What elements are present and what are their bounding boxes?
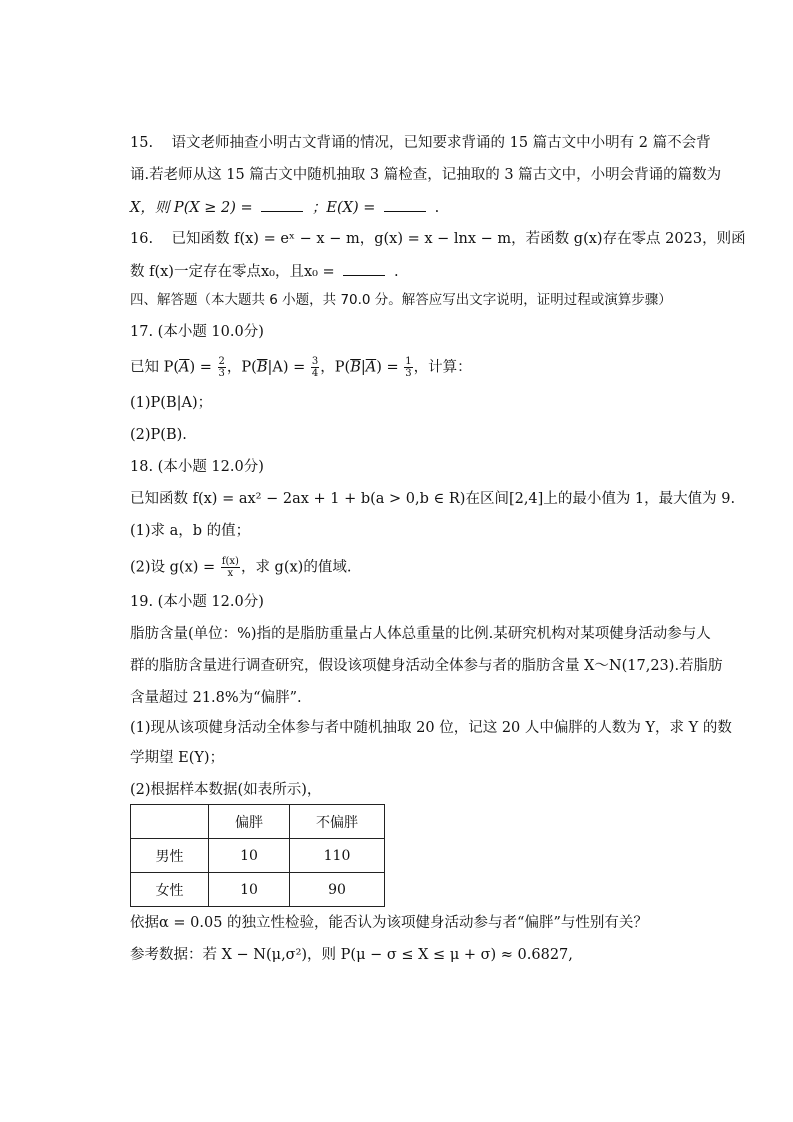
q17-p2: ，P(	[226, 359, 257, 376]
q17-f3-den: 3	[405, 368, 412, 379]
q19-para-1	[130, 624, 711, 644]
q15-blank-1[interactable]	[261, 197, 303, 212]
q17-sub2-text: (2)P(B).	[130, 427, 187, 443]
q17-b2-bar: $\overline{B}$	[350, 359, 361, 376]
q17-p2b: |A) =	[267, 359, 306, 376]
q19-p1-text: 脂肪含量(单位：%)指的是脂肪重量占人体总重量的比例.某研究机构对某项健身活动参与人	[130, 626, 711, 642]
q18-sub1	[130, 521, 250, 541]
q19-para-2	[130, 656, 723, 676]
q17-given-prefix: 已知 P(	[130, 359, 180, 376]
q17-p3: ，P(	[320, 359, 351, 376]
q19-para-3	[130, 688, 302, 708]
q18-given-text: 已知函数 f(x) = ax² − 2ax + 1 + b(a > 0,b ∈ R)在区间[2,4]上的最小值为 1，最大值为 9.	[130, 491, 736, 507]
q16-number: 16.	[130, 231, 154, 247]
q16-text-2a: 数 f(x)一定存在零点x₀，且x₀ =	[130, 264, 335, 280]
q19-p3-text: 含量超过 21.8%为“偏胖”.	[130, 690, 302, 706]
q17-p3b: ) =	[376, 359, 399, 376]
q17-f2-num: 3	[311, 356, 319, 367]
q15-text-3c: .	[434, 200, 440, 216]
q15-text-3b: ；E(X) =	[311, 200, 376, 216]
table-header-cell: 偏胖	[209, 805, 290, 839]
table-cell: 110	[290, 839, 385, 873]
q19-reference-text: 参考数据：若 X − N(μ,σ²)，则 P(μ − σ ≤ X ≤ μ + σ) ≈ 0.6827,	[130, 947, 573, 963]
q19-p2-text: 群的脂肪含量进行调查研究，假设该项健身活动全体参与者的脂肪含量 X～N(17,23).若脂肪	[130, 658, 723, 674]
table-cell: 10	[209, 873, 290, 907]
section-4-heading	[130, 290, 672, 310]
q17-fraction-1	[218, 356, 226, 379]
q17-a2-bar: $\overline{A}$	[365, 359, 377, 376]
table-cell: 女性	[131, 873, 209, 907]
q15-number: 15.	[130, 135, 154, 151]
q16-line2	[130, 261, 399, 282]
q17-sub1-text: (1)P(B|A)；	[130, 395, 213, 411]
q15-line3	[130, 197, 439, 218]
q16-text-2b: .	[393, 264, 399, 280]
q19-head-text: 19. (本小题 12.0分)	[130, 594, 264, 610]
q17-f3-num: 1	[405, 356, 412, 367]
q18-fraction	[221, 556, 240, 579]
sample-data-table	[130, 804, 385, 907]
table-cell: 10	[209, 839, 290, 873]
q17-head-text: 17. (本小题 10.0分)	[130, 324, 264, 340]
q17-sub2	[130, 425, 187, 445]
q17-given	[130, 356, 472, 379]
q16-text-1: 已知函数 f(x) = eˣ − x − m，g(x) = x − lnx − m，若函数 g(x)存在零点 2023，则函	[171, 231, 746, 247]
q15-line2	[130, 165, 721, 185]
q18-head-text: 18. (本小题 12.0分)	[130, 459, 264, 475]
q17-b-bar: $\overline{B}$	[256, 359, 268, 376]
q16-line1	[130, 229, 746, 249]
q17-fraction-3	[404, 356, 412, 379]
table-row	[131, 839, 385, 873]
q18-sub2-prefix: (2)设 g(x) =	[130, 559, 216, 576]
table-cell: 90	[290, 873, 385, 907]
table-row	[131, 873, 385, 907]
q19-sub2	[130, 780, 321, 800]
q18-sub1-text: (1)求 a，b 的值；	[130, 523, 251, 539]
q19-sub2-text: (2)根据样本数据(如表所示)，	[130, 782, 322, 798]
q17-given-tail: ，计算：	[413, 359, 472, 376]
q16-blank[interactable]	[343, 261, 385, 276]
section-4-text: 四、解答题（本大题共 6 小题，共 70.0 分。解答应写出文字说明，证明过程或演算步骤）	[130, 292, 672, 308]
q17-eq1: ) =	[189, 359, 212, 376]
q19-sub1-text-b: 学期望 E(Y)；	[130, 750, 225, 766]
q18-frac-den: x	[227, 568, 234, 579]
q19-sub1-line1	[130, 718, 732, 738]
q19-test	[130, 913, 648, 933]
q15-blank-2[interactable]	[384, 197, 426, 212]
q18-frac-num: f(x)	[221, 556, 239, 567]
q18-given	[130, 489, 735, 509]
table-header-row	[131, 805, 385, 839]
q19-sub1-line2	[130, 748, 224, 768]
q17-a-bar: $\overline{A}$	[179, 359, 190, 376]
q15-text-3a: X，则 P(X ≥ 2) =	[130, 200, 253, 216]
q17-sub1	[130, 393, 212, 413]
q17-head	[130, 322, 264, 342]
q15-line1	[130, 133, 711, 153]
q19-reference	[130, 945, 573, 965]
q18-sub2-suffix: ，求 g(x)的值域.	[240, 559, 352, 576]
q17-f2-den: 4	[311, 368, 319, 379]
q17-fraction-2	[311, 356, 319, 379]
q18-head	[130, 457, 264, 477]
q15-text-1: 语文老师抽查小明古文背诵的情况，已知要求背诵的 15 篇古文中小明有 2 篇不会背	[171, 135, 711, 151]
q17-given-bar: |	[360, 359, 366, 376]
q17-f1-den: 3	[218, 368, 225, 379]
q15-text-2: 诵.若老师从这 15 篇古文中随机抽取 3 篇检查，记抽取的 3 篇古文中，小明会背诵的篇数为	[130, 167, 722, 183]
q17-f1-num: 2	[218, 356, 225, 367]
q19-sub1-text-a: (1)现从该项健身活动全体参与者中随机抽取 20 位，记这 20 人中偏胖的人数为 Y，求 Y 的数	[130, 720, 732, 736]
table-header-cell: 不偏胖	[290, 805, 385, 839]
q19-head	[130, 592, 264, 612]
table-header-cell	[131, 805, 209, 839]
table-cell: 男性	[131, 839, 209, 873]
q18-sub2	[130, 556, 351, 579]
q19-test-text: 依据α = 0.05 的独立性检验，能否认为该项健身活动参与者“偏胖”与性别有关？	[130, 915, 648, 931]
